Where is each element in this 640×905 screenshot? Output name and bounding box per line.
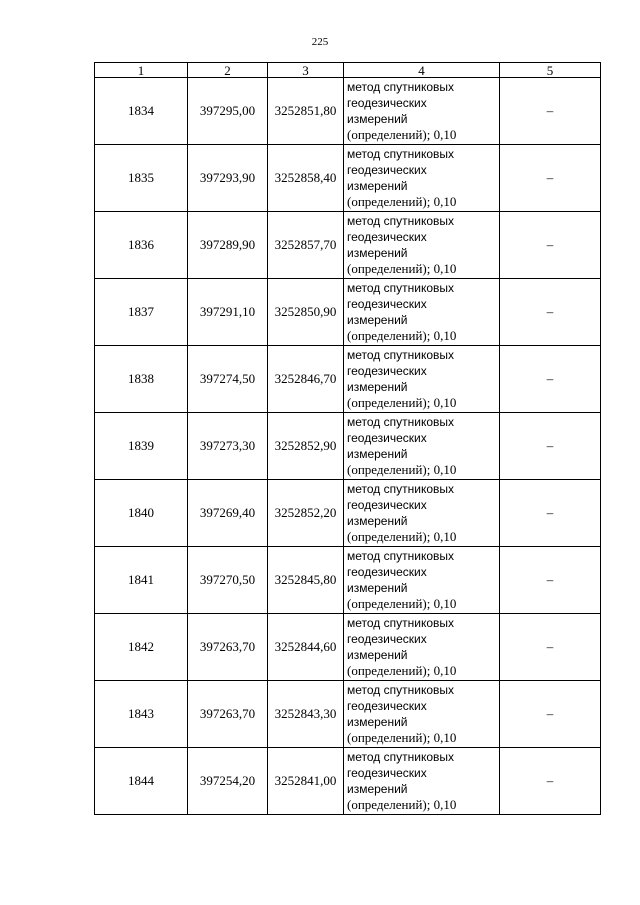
note-cell: –	[500, 547, 601, 614]
point-number-cell: 1834	[95, 78, 188, 145]
point-number-cell: 1837	[95, 279, 188, 346]
x-coordinate-cell: 397270,50	[188, 547, 268, 614]
method-line: (определений); 0,10	[347, 127, 457, 142]
note-cell: –	[500, 78, 601, 145]
method-cell	[344, 413, 500, 480]
method-line: (определений); 0,10	[347, 663, 457, 678]
x-coordinate-cell: 397289,90	[188, 212, 268, 279]
method-line: измерений	[347, 380, 408, 394]
x-coordinate-cell: 397273,30	[188, 413, 268, 480]
note-cell: –	[500, 480, 601, 547]
point-number-cell: 1838	[95, 346, 188, 413]
page-number: 225	[311, 36, 329, 48]
method-cell	[344, 480, 500, 547]
method-cell	[344, 547, 500, 614]
method-line: измерений	[347, 112, 408, 126]
method-line: геодезических	[347, 163, 427, 177]
method-line: метод спутниковых	[347, 616, 455, 630]
note-cell: –	[500, 681, 601, 748]
method-line: метод спутниковых	[347, 549, 455, 563]
point-number-cell: 1844	[95, 748, 188, 815]
x-coordinate-cell: 397263,70	[188, 681, 268, 748]
x-coordinate-cell: 397254,20	[188, 748, 268, 815]
method-cell	[344, 346, 500, 413]
method-line: (определений); 0,10	[347, 529, 457, 544]
method-line: геодезических	[347, 699, 427, 713]
method-line: метод спутниковых	[347, 147, 455, 161]
method-line: метод спутниковых	[347, 348, 455, 362]
method-line: (определений); 0,10	[347, 730, 457, 745]
note-cell: –	[500, 614, 601, 681]
point-number-cell: 1835	[95, 145, 188, 212]
y-coordinate-cell: 3252851,80	[268, 78, 344, 145]
method-line: метод спутниковых	[347, 415, 455, 429]
y-coordinate-cell: 3252844,60	[268, 614, 344, 681]
table-row	[95, 681, 601, 748]
column-header-4: 4	[344, 63, 500, 78]
method-cell	[344, 614, 500, 681]
method-line: метод спутниковых	[347, 80, 455, 94]
y-coordinate-cell: 3252845,80	[268, 547, 344, 614]
note-cell: –	[500, 279, 601, 346]
method-cell	[344, 145, 500, 212]
method-line: измерений	[347, 246, 408, 260]
note-cell: –	[500, 346, 601, 413]
point-number-cell: 1836	[95, 212, 188, 279]
table-row	[95, 480, 601, 547]
y-coordinate-cell: 3252850,90	[268, 279, 344, 346]
column-header-3: 3	[268, 63, 344, 78]
method-line: геодезических	[347, 297, 427, 311]
method-line: геодезических	[347, 96, 427, 110]
method-line: геодезических	[347, 498, 427, 512]
x-coordinate-cell: 397293,90	[188, 145, 268, 212]
point-number-cell: 1843	[95, 681, 188, 748]
column-header-5: 5	[500, 63, 601, 78]
method-line: (определений); 0,10	[347, 462, 457, 477]
note-cell: –	[500, 748, 601, 815]
method-line: измерений	[347, 313, 408, 327]
y-coordinate-cell: 3252846,70	[268, 346, 344, 413]
table-row	[95, 547, 601, 614]
column-header-2: 2	[188, 63, 268, 78]
method-line: геодезических	[347, 230, 427, 244]
method-line: метод спутниковых	[347, 683, 455, 697]
table-row	[95, 145, 601, 212]
method-line: геодезических	[347, 632, 427, 646]
method-line: геодезических	[347, 431, 427, 445]
x-coordinate-cell: 397269,40	[188, 480, 268, 547]
point-number-cell: 1842	[95, 614, 188, 681]
method-cell	[344, 212, 500, 279]
method-line: (определений); 0,10	[347, 596, 457, 611]
method-line: (определений); 0,10	[347, 194, 457, 209]
y-coordinate-cell: 3252852,90	[268, 413, 344, 480]
point-number-cell: 1840	[95, 480, 188, 547]
method-line: метод спутниковых	[347, 214, 455, 228]
method-line: геодезических	[347, 565, 427, 579]
table-row	[95, 413, 601, 480]
x-coordinate-cell: 397291,10	[188, 279, 268, 346]
method-line: геодезических	[347, 364, 427, 378]
method-line: (определений); 0,10	[347, 797, 457, 812]
y-coordinate-cell: 3252858,40	[268, 145, 344, 212]
method-cell	[344, 279, 500, 346]
x-coordinate-cell: 397274,50	[188, 346, 268, 413]
table-row	[95, 78, 601, 145]
point-number-cell: 1839	[95, 413, 188, 480]
note-cell: –	[500, 145, 601, 212]
method-line: метод спутниковых	[347, 281, 455, 295]
coordinates-table	[94, 62, 601, 815]
method-line: (определений); 0,10	[347, 395, 457, 410]
method-line: измерений	[347, 648, 408, 662]
y-coordinate-cell: 3252857,70	[268, 212, 344, 279]
y-coordinate-cell: 3252852,20	[268, 480, 344, 547]
y-coordinate-cell: 3252843,30	[268, 681, 344, 748]
method-line: измерений	[347, 715, 408, 729]
column-header-1: 1	[95, 63, 188, 78]
note-cell: –	[500, 413, 601, 480]
method-line: (определений); 0,10	[347, 328, 457, 343]
table-row	[95, 748, 601, 815]
method-cell	[344, 748, 500, 815]
note-cell: –	[500, 212, 601, 279]
table-row	[95, 279, 601, 346]
method-line: измерений	[347, 179, 408, 193]
table-row	[95, 212, 601, 279]
method-line: геодезических	[347, 766, 427, 780]
method-cell	[344, 681, 500, 748]
method-line: измерений	[347, 581, 408, 595]
method-line: измерений	[347, 514, 408, 528]
method-line: метод спутниковых	[347, 750, 455, 764]
x-coordinate-cell: 397263,70	[188, 614, 268, 681]
table-header-row	[95, 63, 601, 78]
table-body	[95, 78, 601, 815]
table-row	[95, 346, 601, 413]
method-line: измерений	[347, 447, 408, 461]
table-row	[95, 614, 601, 681]
x-coordinate-cell: 397295,00	[188, 78, 268, 145]
method-cell	[344, 78, 500, 145]
method-line: (определений); 0,10	[347, 261, 457, 276]
method-line: измерений	[347, 782, 408, 796]
y-coordinate-cell: 3252841,00	[268, 748, 344, 815]
point-number-cell: 1841	[95, 547, 188, 614]
method-line: метод спутниковых	[347, 482, 455, 496]
